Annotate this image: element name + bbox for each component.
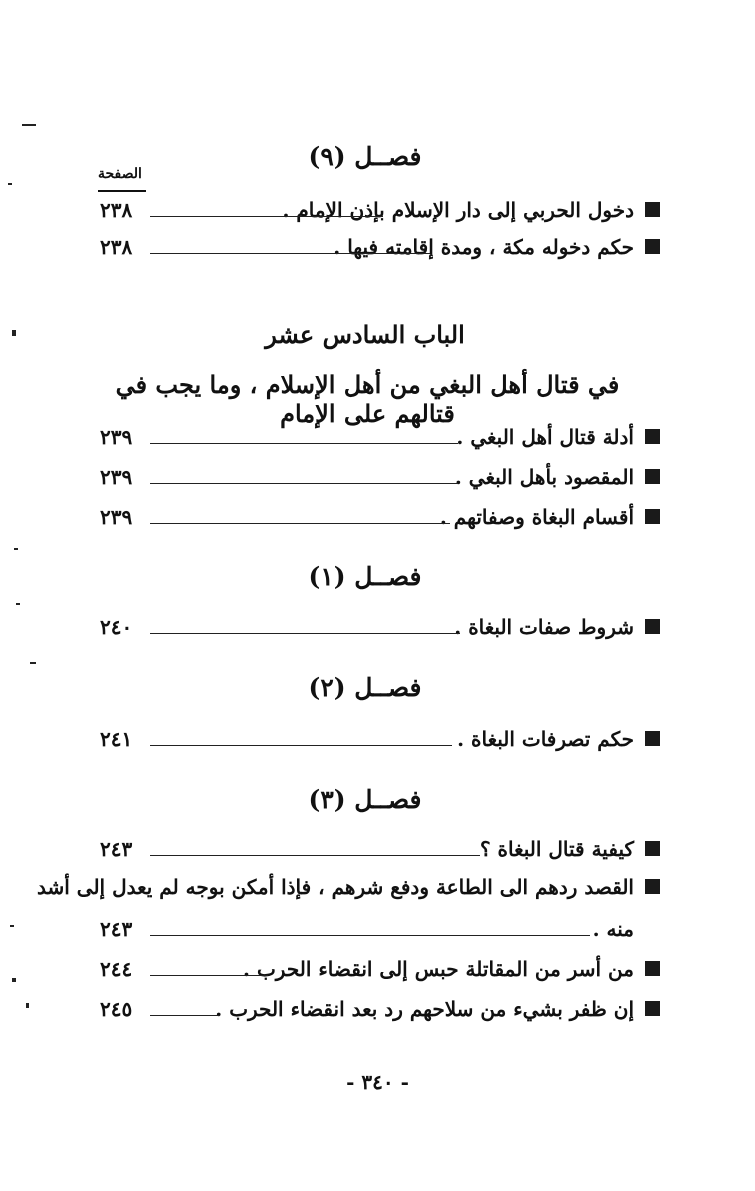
toc-entry bbox=[95, 500, 660, 534]
leader-line bbox=[150, 1015, 220, 1016]
leader-line bbox=[150, 483, 458, 484]
entry-page: ٢٤٤ bbox=[100, 957, 133, 981]
toc-entry bbox=[95, 420, 660, 454]
entry-page: ٢٣٩ bbox=[100, 505, 133, 529]
entry-page: ٢٤٠ bbox=[100, 615, 133, 639]
entry-text: أقسام البغاة وصفاتهم . bbox=[439, 505, 634, 529]
scan-mark bbox=[26, 1003, 29, 1008]
scan-mark bbox=[22, 124, 36, 126]
entry-text: حكم دخوله مكة ، ومدة إقامته فيها . bbox=[333, 235, 634, 259]
leader-line bbox=[150, 745, 452, 746]
toc-entry bbox=[95, 832, 660, 866]
toc-entry bbox=[37, 870, 660, 904]
bullet-square-icon bbox=[645, 509, 660, 524]
section-heading: فصــل (٣) bbox=[308, 785, 422, 814]
entry-page: ٢٣٩ bbox=[100, 425, 133, 449]
entry-text: أدلة قتال أهل البغي . bbox=[456, 425, 634, 449]
bullet-square-icon bbox=[645, 841, 660, 856]
toc-entry-continuation bbox=[95, 912, 660, 946]
chapter-subtitle: في قتال أهل البغي من أهل الإسلام ، وما يجب في قتالهم على الإمام bbox=[115, 370, 620, 428]
scan-mark bbox=[8, 183, 12, 185]
entry-page: ٢٤٥ bbox=[100, 997, 133, 1021]
entry-text-continuation: منه . bbox=[592, 917, 634, 941]
scan-mark bbox=[10, 925, 14, 927]
scan-mark bbox=[16, 603, 20, 605]
leader-line bbox=[150, 216, 383, 217]
entry-page: ٢٣٨ bbox=[100, 198, 133, 222]
leader-line bbox=[150, 935, 590, 936]
column-label-underline bbox=[98, 190, 146, 192]
entry-text: القصد ردهم الى الطاعة ودفع شرهم ، فإذا أمكن بوجه لم يعدل إلى أشد bbox=[37, 875, 634, 899]
page-column-label: الصفحة bbox=[98, 166, 142, 182]
entry-text: من أسر من المقاتلة حبس إلى انقضاء الحرب . bbox=[243, 957, 634, 981]
scan-mark bbox=[12, 330, 16, 336]
leader-line bbox=[150, 523, 450, 524]
bullet-square-icon bbox=[645, 429, 660, 444]
entry-text: شروط صفات البغاة . bbox=[454, 615, 634, 639]
bullet-square-icon bbox=[645, 619, 660, 634]
bullet-square-icon bbox=[645, 469, 660, 484]
bullet-square-icon bbox=[645, 202, 660, 217]
bullet-square-icon bbox=[645, 1001, 660, 1016]
leader-line bbox=[150, 633, 460, 634]
entry-text: كيفية قتال البغاة ؟ bbox=[479, 837, 634, 861]
entry-text: دخول الحربي إلى دار الإسلام بإذن الإمام . bbox=[282, 198, 634, 222]
entry-page: ٢٤٣ bbox=[100, 917, 133, 941]
entry-text: إن ظفر بشيء من سلاحهم رد بعد انقضاء الحرب . bbox=[215, 997, 634, 1021]
bullet-square-icon bbox=[645, 961, 660, 976]
toc-entry bbox=[95, 230, 660, 264]
toc-entry bbox=[95, 992, 660, 1026]
page-number: - ٣٤٠ - bbox=[346, 1070, 409, 1094]
toc-entry bbox=[95, 193, 660, 227]
entry-page: ٢٣٨ bbox=[100, 235, 133, 259]
toc-entry bbox=[95, 460, 660, 494]
leader-line bbox=[150, 975, 268, 976]
entry-page: ٢٣٩ bbox=[100, 465, 133, 489]
bullet-square-icon bbox=[645, 731, 660, 746]
toc-entry bbox=[95, 610, 660, 644]
entry-text: المقصود بأهل البغي . bbox=[454, 465, 634, 489]
bullet-square-icon bbox=[645, 879, 660, 894]
section-heading: فصــل (٢) bbox=[308, 673, 422, 702]
leader-line bbox=[150, 855, 480, 856]
chapter-title: الباب السادس عشر bbox=[265, 320, 465, 349]
leader-line bbox=[150, 443, 458, 444]
scan-mark bbox=[14, 548, 18, 550]
toc-entry bbox=[95, 722, 660, 756]
section-heading: فصــل (١) bbox=[308, 562, 422, 591]
scan-mark bbox=[12, 978, 16, 982]
entry-page: ٢٤١ bbox=[100, 727, 133, 751]
leader-line bbox=[150, 253, 430, 254]
scan-mark bbox=[30, 662, 36, 664]
toc-entry bbox=[95, 952, 660, 986]
entry-page: ٢٤٣ bbox=[100, 837, 133, 861]
bullet-square-icon bbox=[645, 239, 660, 254]
section-heading: فصــل (٩) bbox=[308, 142, 422, 171]
entry-text: حكم تصرفات البغاة . bbox=[457, 727, 634, 751]
